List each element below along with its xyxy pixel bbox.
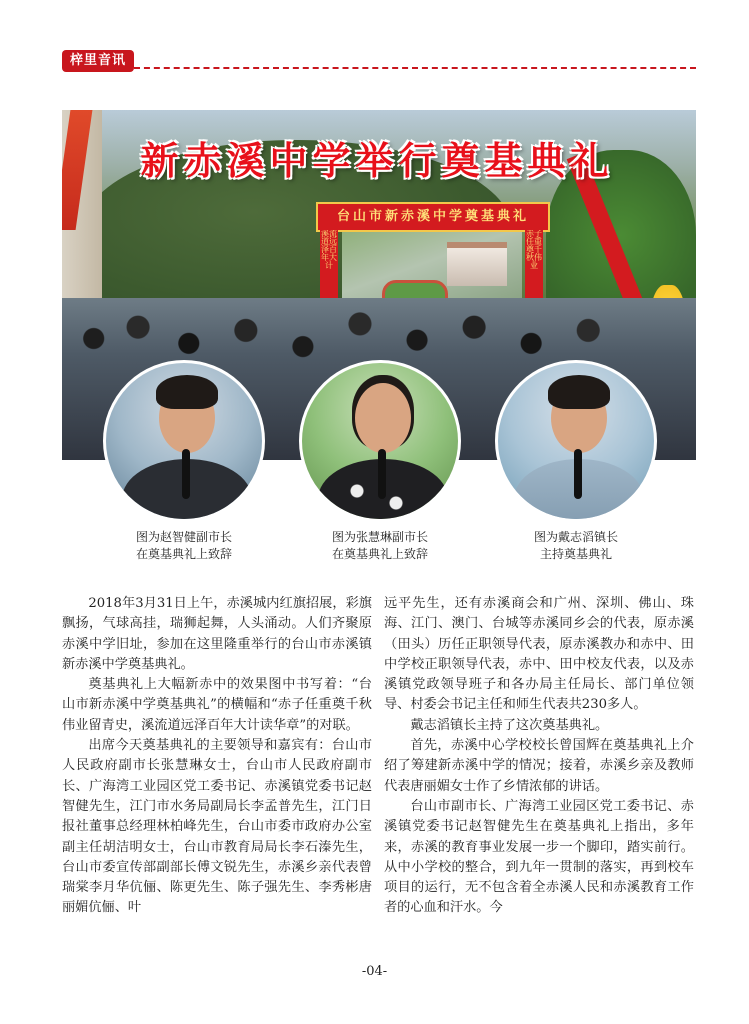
article-column-right (384, 594, 694, 919)
caption-line: 图为戴志滔镇长 (533, 530, 618, 544)
header-divider (134, 67, 696, 69)
paragraph: 出席今天奠基典礼的主要领导和嘉宾有：台山市人民政府副市长张慧琳女士，台山市人民政府副市长、广海湾工业园区党工委书记、赤溪镇党委书记赵智健先生，江门市水务局副局长李孟普先生，江门日报社董事总经理林柏峰先生，台山市委市政府办公室副主任胡洁明女士，台山市教育局局长李石溱先生，台山市委宣传部副部长傅文锐先生，赤溪乡亲代表曾瑞棠李月华伉俪、陈更先生、陈子强先生、李秀彬唐丽媚伉俪、叶 (62, 738, 372, 916)
paragraph-continuation: 远平先生，还有赤溪商会和广州、深圳、佛山、珠海、江门、澳门、台城等赤溪同乡会的代表，原赤溪（田头）历任正职领导代表，原赤溪教办和赤中、田中学校正职领导代表，赤中、田中校友代表，以及赤溪镇党政领导班子和各办局主任局长、部门单位领导、村委会书记主任和师生代表共230多人。 (384, 596, 694, 713)
microphone-icon (378, 449, 386, 499)
paragraph: 奠基典礼上大幅新赤中的效果图中书写着：“台山市新赤溪中学奠基典礼”的横幅和“赤子任重奠千秋伟业留青史，溪流道远泽百年大计读华章”的对联。 (62, 677, 372, 733)
page-number: -04- (361, 964, 388, 979)
caption-line: 在奠基典礼上致辞 (135, 547, 232, 561)
microphone-icon (182, 449, 190, 499)
speaker-hair (548, 375, 610, 409)
portrait-dai-zhitao (495, 360, 657, 522)
microphone-icon (574, 449, 582, 499)
caption-line: 图为赵智健副市长 (135, 530, 232, 544)
article-title: 新赤溪中学举行奠基典礼 (140, 138, 614, 183)
caption-line: 主持奠基典礼 (539, 547, 612, 561)
couplet-left: 溪流道远泽百年大计 (320, 230, 338, 322)
photo-caption (94, 529, 274, 563)
portrait-zhao-zhijian (103, 360, 265, 522)
paragraph: 台山市副市长、广海湾工业园区党工委书记、赤溪镇党委书记赵智健先生在奠基典礼上指出，多年来，赤溪的教育事业发展一步一个脚印，踏实前行。从中小学校的整合，到九年一贯制的落实，再到校车项目的运行，无不包含着全赤溪人民和赤溪教育工作者的心血和汗水。今 (384, 798, 694, 916)
arch-banner: 台山市新赤溪中学奠基典礼 (316, 202, 550, 232)
paragraph: 戴志滔镇长主持了这次奠基典礼。 (410, 717, 609, 733)
article-column-left (62, 594, 372, 919)
school-building (447, 242, 507, 286)
paragraph: 首先，赤溪中心学校校长曾国辉在奠基典礼上介绍了筹建新赤溪中学的情况；接着，赤溪乡亲及教师代表唐丽媚女士作了乡情浓郁的讲话。 (384, 738, 694, 794)
portrait-zhang-huilin (299, 360, 461, 522)
section-tag: 梓里音讯 (62, 50, 134, 72)
couplet-right: 赤子任重奠千秋伟业 (525, 230, 543, 322)
photo-caption (486, 529, 666, 563)
photo-caption (290, 529, 470, 563)
paragraph: 2018年3月31日上午，赤溪城内红旗招展，彩旗飘扬，气球高挂，瑞狮起舞，人头涌动。人们齐聚原赤溪中学旧址，参加在这里隆重举行的台山市赤溪镇新赤溪中学奠基典礼。 (62, 596, 372, 672)
caption-line: 图为张慧琳副市长 (331, 530, 428, 544)
speaker-hair (156, 375, 218, 409)
caption-line: 在奠基典礼上致辞 (331, 547, 428, 561)
speaker-head (355, 383, 411, 453)
